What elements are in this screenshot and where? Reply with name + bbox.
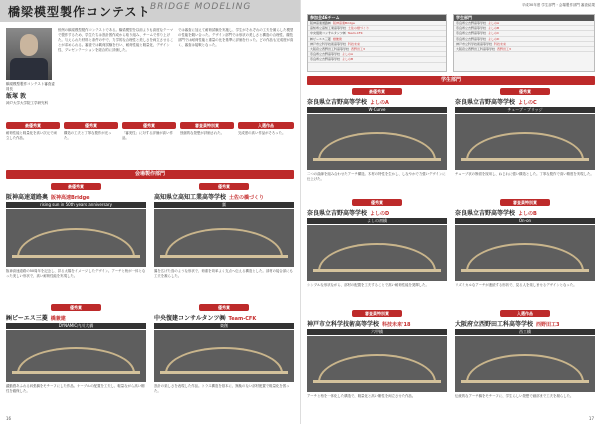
- award-badge: 審査員特別賞: [500, 199, 550, 206]
- table-row: 奈良県立吉野高等学校 よしのA: [308, 52, 446, 57]
- award-card: [6, 183, 146, 301]
- team-name: 奈良県立吉野高等学校 よしのA: [307, 99, 389, 106]
- table-title: 学生部門: [454, 15, 594, 21]
- award-card: [455, 88, 595, 196]
- bridge-name: 西工橋: [455, 329, 595, 335]
- bridge-deck: [461, 380, 590, 383]
- bridge-name: On-on: [455, 218, 595, 224]
- bridge-photo: [307, 336, 447, 392]
- bridge-name: DYNAMIC内川大橋: [6, 323, 146, 329]
- bridge-name: チューブ・ブリッジ: [455, 107, 595, 113]
- team-name: 神戸市立科学技術高等学校 科技未来'18: [307, 321, 411, 328]
- bridge-arch: [466, 243, 584, 271]
- bridge-photo: [154, 209, 294, 267]
- card-text: アーチと桁を一体化した構造で、軽量化と高い剛性を両立させた作品。: [307, 394, 416, 398]
- bridge-deck: [461, 269, 590, 272]
- table-row: 奈良県立吉野高等学校 よしのD: [454, 37, 594, 42]
- small-award-text: 独創的な発想が評価された。: [180, 131, 225, 135]
- small-award-1: [6, 122, 60, 166]
- award-badge: 優秀賞: [352, 199, 402, 206]
- table-row: 奈良県立吉野高等学校 よしのC: [454, 31, 594, 36]
- section-banner-venue: 会場製作部門: [6, 170, 294, 179]
- bridge-photo: [307, 114, 447, 170]
- bridge-deck: [12, 255, 141, 258]
- award-badge: 入選作品: [238, 122, 294, 129]
- bridge-photo: [6, 209, 146, 267]
- small-award-4: [180, 122, 234, 166]
- right-header: [301, 0, 600, 14]
- bridge-photo: [154, 330, 294, 382]
- card-text: 翼を広げた鳥のような形状で、荷重を効率よく支点へ伝える構造とした。部材の接合部にも工夫を凝らした。: [154, 269, 293, 278]
- award-badge: 入選作品: [500, 310, 550, 317]
- judge-photo-body: [10, 58, 48, 80]
- award-card: [307, 199, 447, 307]
- bridge-arch: [466, 132, 584, 160]
- bridge-name: rising sun in 50th years anniversary: [6, 202, 146, 208]
- table-row: 奈良県立吉野高等学校 よしのA: [454, 21, 594, 26]
- award-badge: 優秀賞: [122, 122, 176, 129]
- bridge-photo: [455, 114, 595, 170]
- award-badge: 審査員特別賞: [352, 310, 402, 317]
- bridge-deck: [160, 255, 289, 258]
- bridge-name: 六甲橋: [307, 329, 447, 335]
- small-award-text: 「審美性」に対する評価が高い作品。: [122, 131, 173, 140]
- award-badge: 優秀賞: [199, 183, 249, 190]
- small-award-text: 構造の工夫と丁寧な製作が光った。: [64, 131, 112, 140]
- judge-role: 橋梁模型製作コンテスト審査委員長: [6, 82, 55, 91]
- team-sub: 西野田工3: [536, 322, 560, 328]
- table-row: 奈良県立吉野高等学校 よしのB: [308, 57, 446, 62]
- intro-text-2: では審査に加えて耐荷試験を実施し、学生がそれぞれの工夫を凝らした模型の性能を競い合った。デザイン部門では形状の美しさと構造の合理性、競技部門では耐荷性能と重量の比を基準に評価を行った。どの作品も完成度が高く、審査は接戦となった。: [178, 28, 294, 47]
- team-sub: 橋兼建: [50, 316, 66, 322]
- card-text: 二つの曲線を組み合わせたアーチ構造。木材の特性を生かし、しなやかで力強いデザインに仕上げた。: [307, 172, 446, 181]
- team-name: 高知県立高知工業高等学校 土佐の橋づくり: [154, 194, 265, 201]
- bridge-deck: [313, 158, 442, 161]
- bridge-name: よしの初橋: [307, 218, 447, 224]
- award-badge: 優秀賞: [64, 122, 118, 129]
- bridge-deck: [12, 371, 141, 374]
- judge-profile: [6, 82, 56, 106]
- award-card: [455, 310, 595, 418]
- team-sub: Team-CFK: [228, 316, 257, 322]
- bridge-photo: [6, 330, 146, 382]
- card-text: 阪神高速道路の50周年を記念し、昇る太陽をイメージしたデザイン。アーチと桁が一体となった美しい形状で、高い耐荷性能を実現した。: [6, 269, 146, 278]
- judge-name: 飯塚 敦: [6, 92, 27, 100]
- award-badge: 最優秀賞: [352, 88, 402, 95]
- award-card: [307, 88, 447, 196]
- card-text: 躍動感あふれる斜張橋をモチーフにした作品。ケーブルの配置を工夫し、軽量ながら高い剛性を確保した。: [6, 384, 145, 393]
- judge-affiliation: 神戸大学大学院工学研究科: [6, 101, 48, 106]
- judge-photo: [6, 28, 52, 80]
- award-badge: 審査員特別賞: [180, 122, 234, 129]
- award-card: [6, 304, 146, 418]
- team-sub: よしのA: [370, 100, 389, 106]
- award-badge: 優秀賞: [199, 304, 249, 311]
- table-row: 大阪府立西野田工科高等学校 西野田工3: [308, 47, 446, 52]
- table-row: 阪神高速道路㈱ 阪神高速Bridge: [308, 21, 446, 26]
- card-text: 伝統的なアーチ橋をモチーフに、学生らしい発想で細部まで工夫を凝らした。: [455, 394, 574, 398]
- bridge-arch: [318, 354, 436, 382]
- team-sub: よしのB: [518, 211, 537, 217]
- award-card: [154, 304, 294, 418]
- deco-title: BRIDGE MODELING: [150, 2, 252, 12]
- table-row: 高知県立高知工業高等学校 土佐の橋づくり: [308, 26, 446, 31]
- small-award-5: [238, 122, 294, 166]
- bridge-arch: [165, 347, 283, 373]
- bridge-arch: [318, 132, 436, 160]
- team-name: 中央復建コンサルタンツ㈱ Team-CFK: [154, 315, 257, 322]
- team-name: 大阪府立西野田工科高等学校 西野田工3: [455, 321, 560, 328]
- results-table-1: [307, 14, 447, 72]
- bridge-arch: [17, 347, 135, 373]
- card-text: チューブ状の断面を採用し、ねじれに強い構造とした。丁寧な製作で高い精度を実現した。: [455, 172, 594, 176]
- small-award-text: 完成度の高い作品がそろった。: [238, 131, 286, 135]
- bridge-name: 翼: [154, 202, 294, 208]
- table-row: 神戸市立科学技術高等学校 科技未来: [454, 42, 594, 47]
- team-sub: よしのD: [370, 211, 390, 217]
- award-badge: 優秀賞: [51, 304, 101, 311]
- bridge-name: W-Curve: [307, 107, 447, 113]
- award-badge: 優秀賞: [500, 88, 550, 95]
- table-row: 奈良県立吉野高等学校 よしのB: [454, 26, 594, 31]
- table-row: 大阪府立西野田工科高等学校 西野田工3: [454, 47, 594, 52]
- team-sub: 土佐の橋づくり: [229, 195, 265, 201]
- judge-photo-head: [20, 34, 38, 56]
- table-row: 神戸市立科学技術高等学校 科技未来: [308, 42, 446, 47]
- bridge-photo: [455, 336, 595, 392]
- team-name: 奈良県立吉野高等学校 よしのB: [455, 210, 537, 217]
- team-sub: 阪神高速Bridge: [51, 195, 90, 201]
- page-number-left: 16: [6, 416, 12, 421]
- bridge-photo: [307, 225, 447, 281]
- bridge-arch: [17, 228, 135, 257]
- team-name: 阪神高速道路奥 阪神高速Bridge: [6, 194, 90, 201]
- small-award-2: [64, 122, 118, 166]
- bridge-arch: [318, 243, 436, 271]
- bridge-deck: [160, 371, 289, 374]
- bridge-arch: [466, 354, 584, 382]
- bridge-deck: [461, 158, 590, 161]
- team-sub: よしのC: [518, 100, 537, 106]
- card-text: リズミカルなアーチが連続する形状で、見る人を楽しませるデザインとなった。: [455, 283, 577, 287]
- intro-text-1: 恒例の橋梁模型製作コンテストである。橋梁模型を以前よりも高度なテーマで製作するため、学生たちは設計図作成から取り組み、チームで作り上げた。与えられた材料と条件の中で、力学的な合理性と美しさを両立させることが求められる。審査では載荷試験を行い、耐荷性能と軽量化、デザイン性、プレゼンテーションを総合的に評価した。: [58, 28, 174, 52]
- page-number-right: 17: [588, 416, 594, 421]
- award-card: [307, 310, 447, 418]
- award-card: [154, 183, 294, 301]
- bridge-deck: [313, 380, 442, 383]
- table-title: 参加全46チーム: [308, 15, 446, 21]
- table-row: 中央復建コンサルタンツ㈱ Team-CFK: [308, 31, 446, 36]
- bridge-arch: [165, 228, 283, 257]
- small-award-3: [122, 122, 176, 166]
- card-text: 設計の楽しさを表現した作品。トラス構造を基本に、無駄のない部材配置で軽量化を図った。: [154, 384, 290, 393]
- table-row: ㈱ピーエス三菱 橋兼建: [308, 37, 446, 42]
- team-name: 奈良県立吉野高等学校 よしのD: [307, 210, 390, 217]
- award-card: [455, 199, 595, 307]
- small-award-text: 耐荷性能と軽量化を高い次元で両立した作品。: [6, 131, 57, 140]
- left-header: [0, 0, 300, 22]
- team-sub: 科技未来'18: [382, 322, 411, 328]
- section-banner-student: 学生部門: [307, 76, 595, 85]
- award-badge: 最優秀賞: [6, 122, 60, 129]
- award-badge: 最優秀賞: [51, 183, 101, 190]
- bridge-deck: [313, 269, 442, 272]
- card-text: シンプルな形状ながら、部材の配置を工夫することで高い耐荷性能を発揮した。: [307, 283, 429, 287]
- right-page: [300, 0, 600, 424]
- page-title: 橋梁模型製作コンテスト: [8, 5, 151, 19]
- bridge-photo: [455, 225, 595, 281]
- team-name: ㈱ピーエス三菱 橋兼建: [6, 315, 66, 322]
- team-name: 奈良県立吉野高等学校 よしのC: [455, 99, 537, 106]
- results-table-2: [453, 14, 595, 72]
- header-info: 平成30年度 学生部門・会場製作部門 審査結果: [521, 3, 595, 7]
- bridge-name: 楽創: [154, 323, 294, 329]
